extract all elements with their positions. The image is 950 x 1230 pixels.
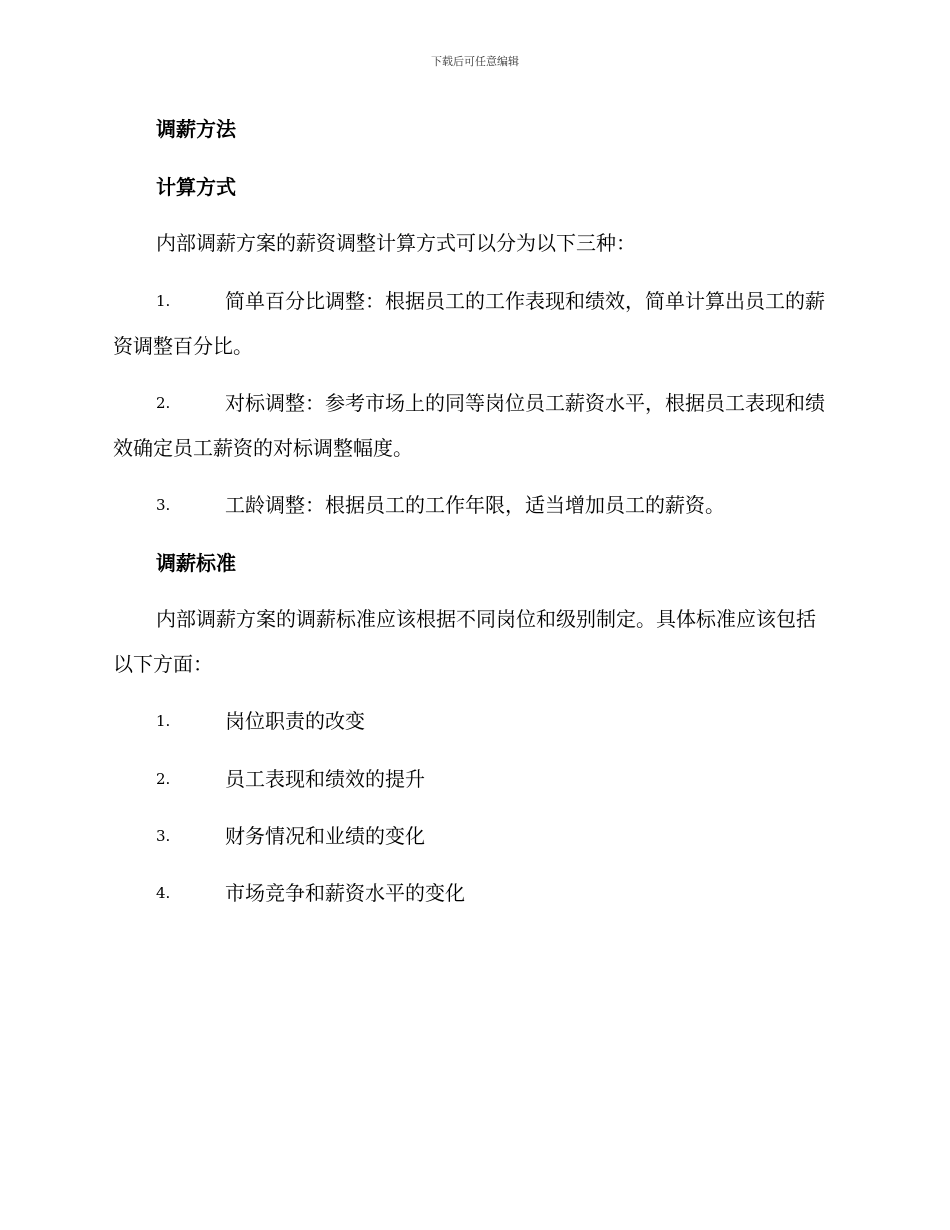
list-item — [113, 757, 835, 802]
list-item — [113, 871, 835, 916]
list-item-number: 2. — [156, 394, 171, 412]
list-item-number: 3. — [156, 827, 171, 845]
list-item-text: 岗位职责的改变 — [225, 709, 365, 733]
calc-intro: 内部调薪方案的薪资调整计算方式可以分为以下三种： — [156, 231, 636, 255]
list-item — [113, 483, 835, 528]
list-item — [113, 279, 835, 369]
list-item-number: 3. — [156, 496, 171, 514]
page-header: 下载后可任意编辑 — [431, 55, 519, 68]
list-item-text: 工龄调整：根据员工的工作年限，适当增加员工的薪资。 — [225, 493, 725, 517]
list-item-text: 简单百分比调整：根据员工的工作表现和绩效，简单计算出员工的薪资调整百分比。 — [113, 289, 825, 358]
list-item-number: 1. — [156, 292, 171, 310]
list-item-number: 1. — [156, 712, 171, 730]
list-item-number: 2. — [156, 770, 171, 788]
calc-heading: 计算方式 — [156, 175, 236, 199]
list-item-number: 4. — [156, 884, 171, 902]
list-item — [113, 814, 835, 859]
list-item-text: 员工表现和绩效的提升 — [225, 767, 425, 791]
list-item — [113, 381, 835, 471]
standard-heading: 调薪标准 — [156, 551, 236, 575]
list-item-text: 市场竞争和薪资水平的变化 — [225, 881, 465, 905]
list-item-text: 对标调整：参考市场上的同等岗位员工薪资水平，根据员工表现和绩效确定员工薪资的对标调整幅度。 — [113, 391, 825, 460]
standard-intro: 内部调薪方案的调薪标准应该根据不同岗位和级别制定。具体标准应该包括以下方面： — [113, 607, 816, 676]
list-item — [113, 699, 835, 744]
section-title: 调薪方法 — [156, 117, 236, 141]
list-item-text: 财务情况和业绩的变化 — [225, 824, 425, 848]
